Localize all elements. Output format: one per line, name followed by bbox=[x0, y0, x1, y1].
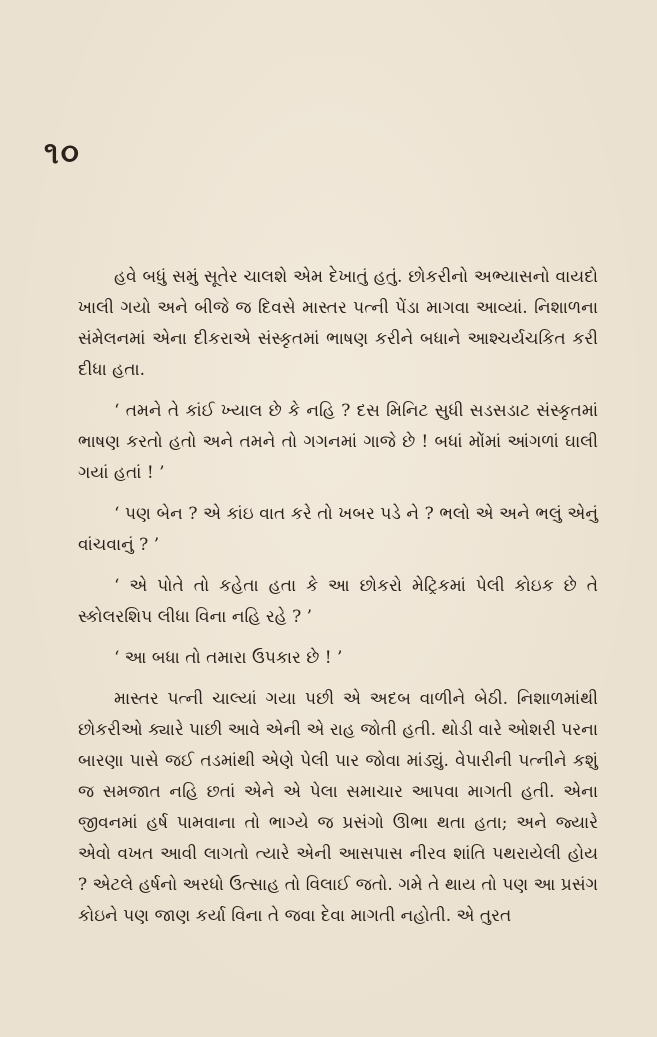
paragraph-6: માસ્તર પત્ની ચાલ્યાં ગયા પછી એ અદબ વાળીને બેઠી. નિશાળમાંથી છોકરીઓ ક્યારે પાછી આવે એની એ રાહ જોતી હતી. થોડી વારે ઓશરી પરના બારણા પાસે જઈ તડમાંથી એણે પેલી પાર જોવા માંડ્યું. વેપારીની પત્નીને કશું જ સમજાત નહિ છતાં એને એ પેલા સમાચાર આપવા માગતી હતી. એના જીવનમાં હર્ષ પામવાના તો ભાગ્યે જ પ્રસંગો ઊભા થતા હતા; અને જ્યારે એવો વખત આવી લાગતો ત્યારે એની આસપાસ નીરવ શાંતિ પથરાયેલી હોય ? એટલે હર્ષનો અરધો ઉત્સાહ તો વિલાઈ જતો. ગમે તે થાય તો પણ આ પ્રસંગ કોઇને પણ જાણ કર્યા વિના તે જવા દેવા માગતી નહોતી. એ તુરત bbox=[78, 689, 598, 926]
paragraph-3: ‘ પણ બેન ? એ કાંઇ વાત કરે તો ખબર પડે ને ? ભલો એ અને ભલું એનું વાંચવાનું ? ’ bbox=[78, 504, 598, 555]
paragraph-2: ‘ તમને તે કાંઈ ખ્યાલ છે કે નહિ ? દસ મિનિટ સુધી સડસડાટ સંસ્કૃતમાં ભાષણ કરતો હતો અને તમને તો ગગનમાં ગાજે છે ! બધાં મોંમાં આંગળાં ઘાલી ગયાં હતાં ! ’ bbox=[78, 401, 598, 483]
paragraph-4: ‘ એ પોતે તો કહેતા હતા કે આ છોકરો મેટ્રિકમાં પેલી કોઇક છે તે સ્કોલરશિપ લીધા વિના નહિ રહે ? ’ bbox=[78, 576, 598, 627]
page-number: ૧૦ bbox=[44, 136, 81, 171]
paragraph-1: હવે બધું સમું સૂતેર ચાલશે એમ દેખાતું હતું. છોકરીનો અભ્યાસનો વાયદો ખાલી ગયો અને બીજે જ દિવસે માસ્તર પત્ની પેંડા માગવા આવ્યાં. નિશાળના સંમેલનમાં એના દીકરાએ સંસ્કૃતમાં ભાષણ કરીને બધાને આશ્ચર્યચકિત કરી દીધા હતા. bbox=[78, 267, 598, 380]
body-text bbox=[78, 262, 598, 932]
paragraph-5: ‘ આ બધા તો તમારા ઉપકાર છે ! ’ bbox=[114, 648, 343, 668]
